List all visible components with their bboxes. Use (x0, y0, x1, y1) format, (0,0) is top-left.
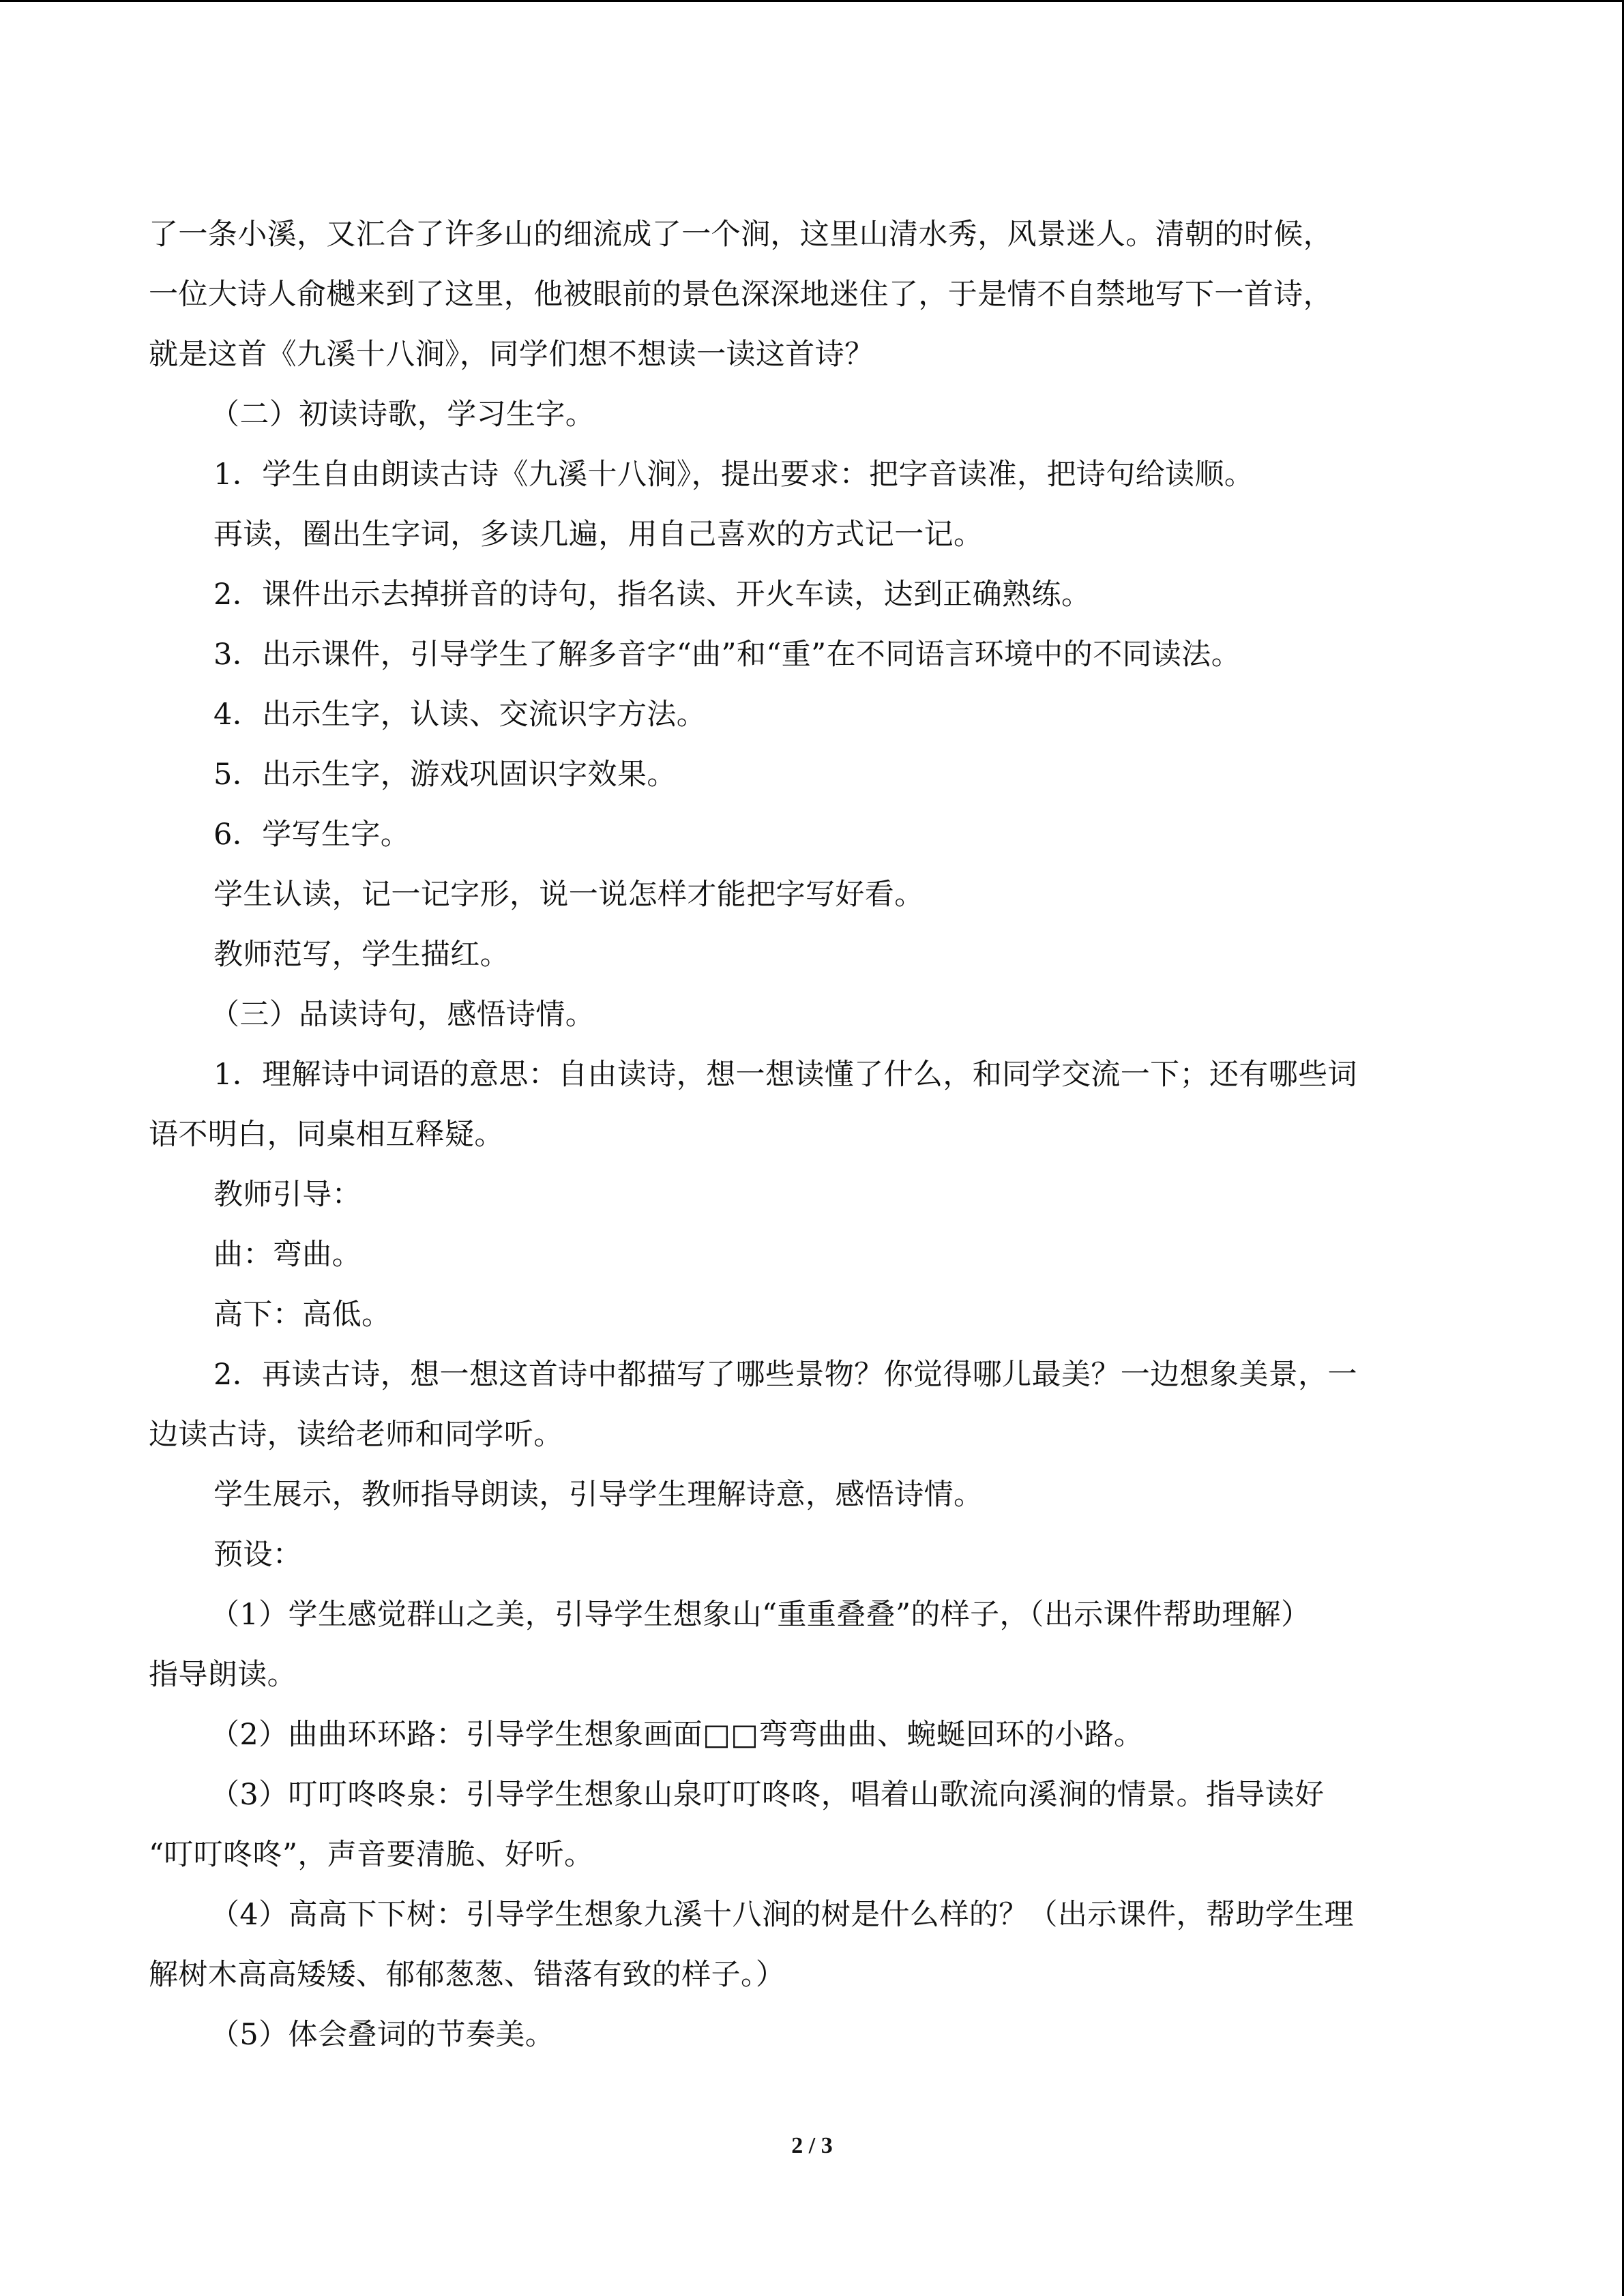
text-line: 教师引导： (213, 1178, 361, 1212)
text-line: 1．学生自由朗读古诗《九溪十八涧》，提出要求：把字音读准，把诗句给读顺。 (213, 458, 1254, 492)
text-line: （2）曲曲环环路：引导学生想象画面□□弯弯曲曲、蜿蜒回环的小路。 (210, 1718, 1144, 1752)
section-heading: （三）品读诗句，感悟诗情。 (210, 998, 595, 1032)
text-line: 2．课件出示去掉拼音的诗句，指名读、开火车读，达到正确熟练。 (213, 578, 1091, 612)
text-line: （5）体会叠词的节奏美。 (210, 2018, 555, 2052)
text-line: （3）叮叮咚咚泉：引导学生想象山泉叮叮咚咚，唱着山歌流向溪涧的情景。指导读好 (210, 1778, 1325, 1812)
text-line: 边读古诗，读给老师和同学听。 (149, 1418, 563, 1452)
text-line: 就是这首《九溪十八涧》，同学们想不想读一读这首诗？ (149, 338, 874, 372)
text-line: “叮叮咚咚”，声音要清脆、好听。 (149, 1838, 594, 1872)
text-line: 4．出示生字，认读、交流识字方法。 (213, 698, 707, 732)
text-line: 6．学写生字。 (213, 818, 411, 852)
section-heading: （二）初读诗歌，学习生字。 (210, 398, 595, 432)
text-line: 指导朗读。 (149, 1658, 297, 1692)
text-line: 3．出示课件，引导学生了解多音字“曲”和“重”在不同语言环境中的不同读法。 (213, 638, 1241, 672)
text-line: 学生认读，记一记字形，说一说怎样才能把字写好看。 (213, 878, 924, 912)
text-line: 2．再读古诗，想一想这首诗中都描写了哪些景物？你觉得哪儿最美？一边想象美景，一 (213, 1358, 1357, 1392)
text-line: 了一条小溪，又汇合了许多山的细流成了一个涧，这里山清水秀，风景迷人。清朝的时候， (149, 218, 1333, 252)
text-line: （1）学生感觉群山之美，引导学生想象山“重重叠叠”的样子，（出示课件帮助理解） (210, 1598, 1311, 1632)
page-border-top (0, 0, 1624, 2)
document-body (149, 205, 1475, 2065)
text-line: 5．出示生字，游戏巩固识字效果。 (213, 758, 677, 792)
text-line: 曲：弯曲。 (213, 1238, 361, 1272)
text-line: 1．理解诗中词语的意思：自由读诗，想一想读懂了什么，和同学交流一下；还有哪些词 (213, 1058, 1357, 1092)
text-line: 再读，圈出生字词，多读几遍，用自己喜欢的方式记一记。 (213, 518, 984, 552)
text-line: （4）高高下下树：引导学生想象九溪十八涧的树是什么样的？（出示课件，帮助学生理 (210, 1898, 1354, 1932)
text-line: 学生展示，教师指导朗读，引导学生理解诗意，感悟诗情。 (213, 1478, 984, 1512)
text-line: 预设： (213, 1538, 303, 1572)
text-line: 解树木高高矮矮、郁郁葱葱、错落有致的样子。） (149, 1958, 786, 1992)
text-line: 一位大诗人俞樾来到了这里，他被眼前的景色深深地迷住了，于是情不自禁地写下一首诗， (149, 278, 1333, 312)
text-line: 教师范写，学生描红。 (213, 938, 510, 972)
text-line: 高下：高低。 (213, 1298, 392, 1332)
text-line: 语不明白，同桌相互释疑。 (149, 1118, 504, 1152)
page-number: 2 / 3 (791, 2133, 833, 2158)
